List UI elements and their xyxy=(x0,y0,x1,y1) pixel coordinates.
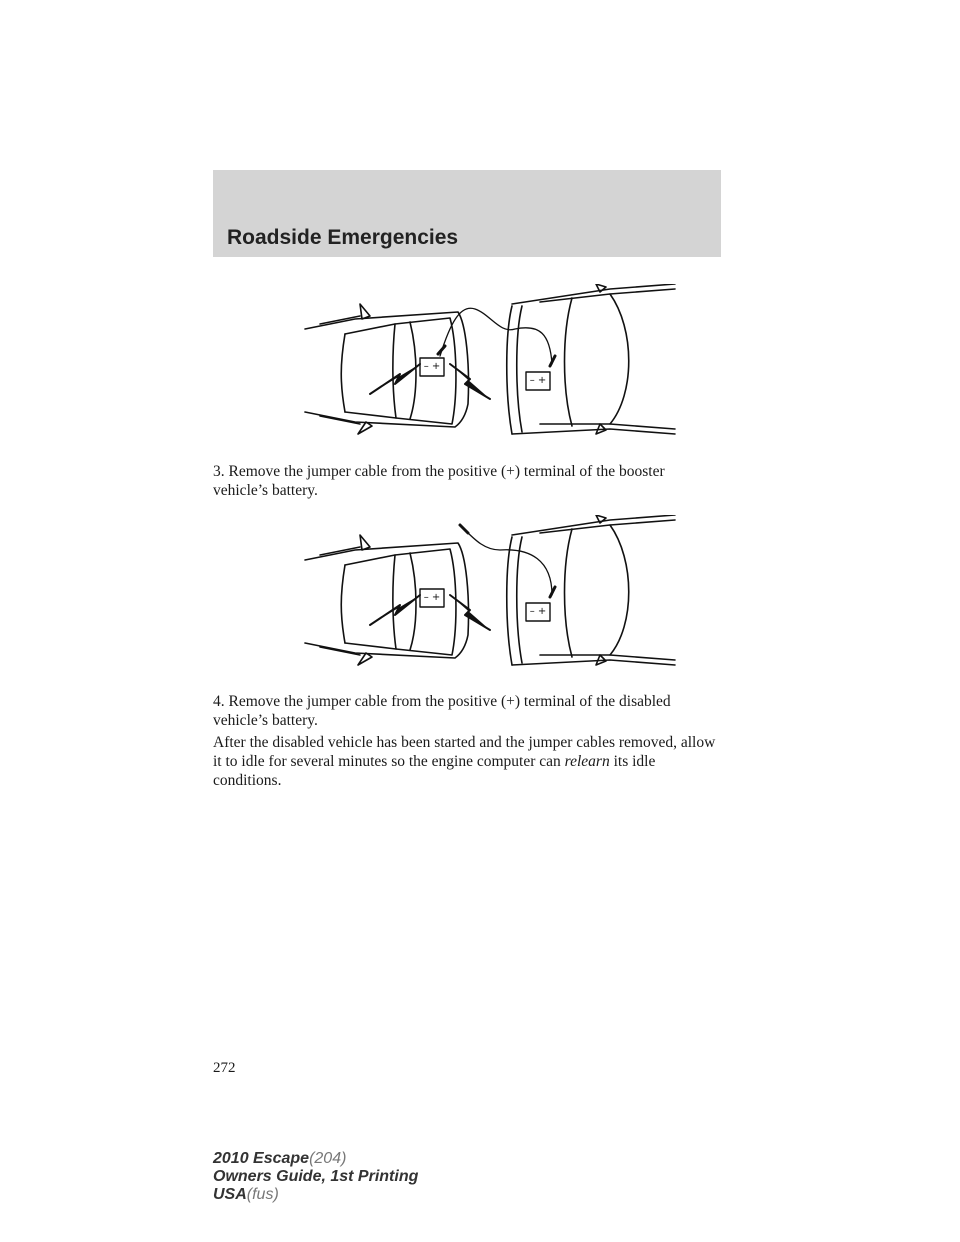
lightning-bolt-icon xyxy=(370,364,420,394)
footer-market-code: (fus) xyxy=(246,1186,279,1203)
booster-vehicle-outline xyxy=(507,515,675,665)
booster-vehicle-outline xyxy=(507,284,675,434)
lightning-bolt-icon xyxy=(370,595,420,625)
footer-printing: Owners Guide, 1st Printing xyxy=(213,1168,419,1185)
battery-icon xyxy=(526,603,550,621)
jumper-cable xyxy=(440,308,552,364)
after-start-text xyxy=(213,733,723,790)
svg-text:– +: – + xyxy=(529,375,547,386)
after-text-part1: After the disabled vehicle has been started and the jumper cables removed, allow it to idle for several minutes so the engine computer can xyxy=(213,734,716,770)
emphasis-relearn: relearn xyxy=(564,753,610,770)
step-4-text xyxy=(213,692,723,730)
step-3-paragraph: 3. Remove the jumper cable from the positive (+) terminal of the booster vehicle’s battery. xyxy=(213,463,665,499)
figure-jumper-booster-removed xyxy=(300,515,680,675)
battery-icon xyxy=(420,358,444,376)
section-title: Roadside Emergencies xyxy=(227,226,459,249)
print-footer xyxy=(213,1150,418,1204)
svg-text:– +: – + xyxy=(529,606,547,617)
battery-icon xyxy=(526,372,550,390)
svg-text:– +: – + xyxy=(423,592,441,603)
figure-jumper-both-connected xyxy=(300,284,680,444)
after-text-part2: its idle conditions. xyxy=(213,753,656,789)
section-header-bar xyxy=(213,170,721,257)
footer-model: 2010 Escape xyxy=(213,1150,310,1167)
page-number: 272 xyxy=(213,1060,236,1076)
step-3-text xyxy=(213,462,723,500)
jumper-diagram xyxy=(300,284,680,444)
after-start-paragraph xyxy=(213,733,723,790)
footer-line-1 xyxy=(213,1150,418,1168)
step-4-paragraph: 4. Remove the jumper cable from the positive (+) terminal of the disabled vehicle’s battery. xyxy=(213,693,671,729)
loose-clamp-icon xyxy=(460,525,468,533)
footer-code: (204) xyxy=(309,1150,347,1167)
footer-market: USA xyxy=(213,1186,247,1203)
battery-icon xyxy=(420,589,444,607)
footer-line-3 xyxy=(213,1186,418,1204)
svg-text:– +: – + xyxy=(423,361,441,372)
jumper-diagram xyxy=(300,515,680,675)
